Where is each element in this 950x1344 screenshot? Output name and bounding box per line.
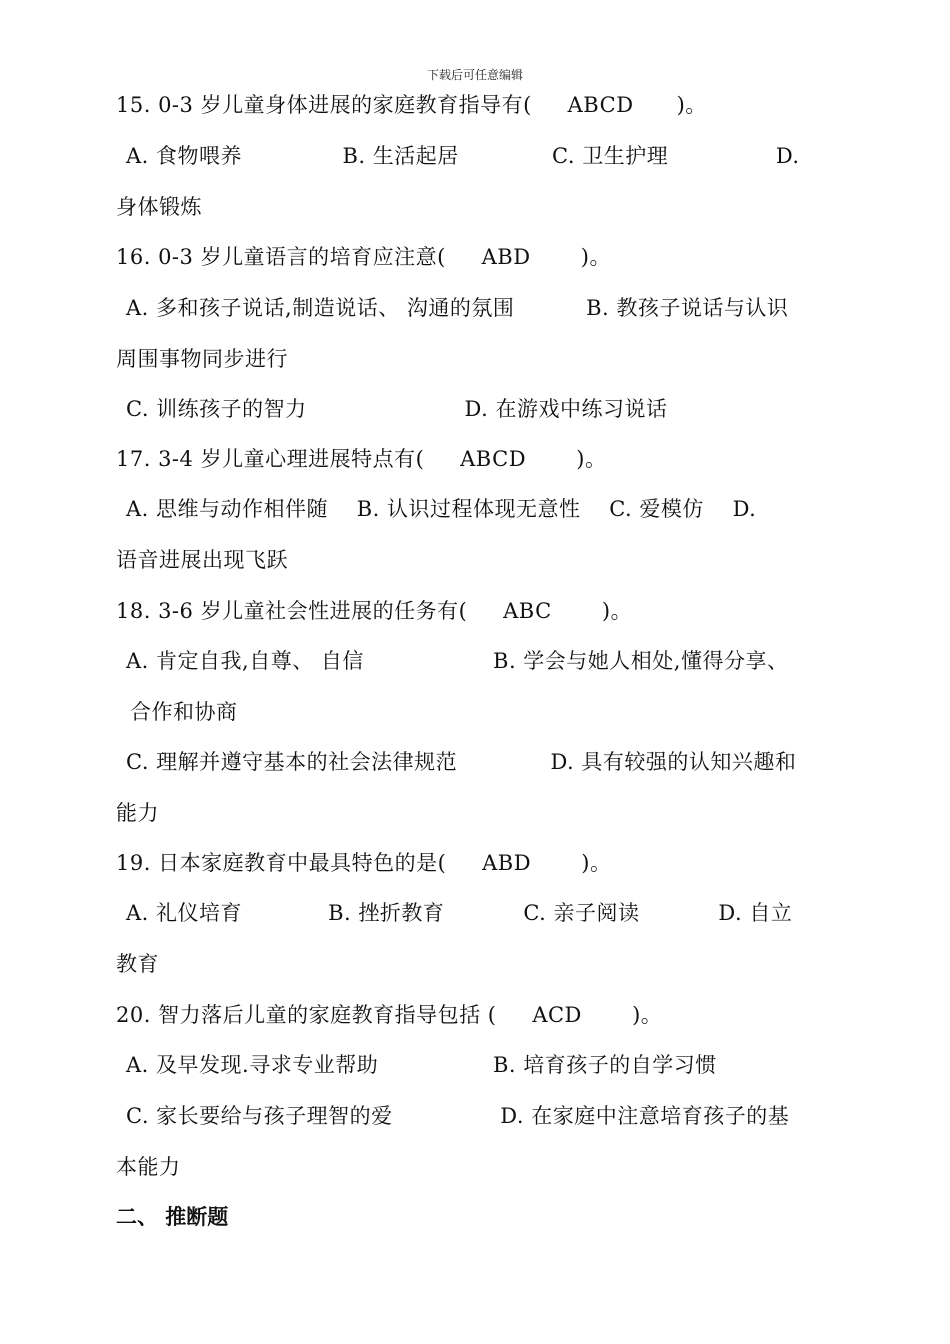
answer-options: A. 多和孩子说话,制造说话、 沟通的氛围 B. 教孩子说话与认识 bbox=[126, 296, 789, 320]
text-continuation: 身体锻炼 bbox=[116, 195, 202, 219]
question-stem: 16. 0-3 岁儿童语言的培育应注意( ABD )。 bbox=[116, 245, 611, 269]
text-continuation: 能力 bbox=[116, 801, 159, 825]
answer-options: A. 礼仪培育 B. 挫折教育 C. 亲子阅读 D. 自立 bbox=[126, 901, 793, 925]
answer-options: C. 家长要给与孩子理智的爱 D. 在家庭中注意培育孩子的基 bbox=[126, 1104, 790, 1128]
text-continuation: 周围事物同步进行 bbox=[116, 347, 288, 371]
answer-options: A. 思维与动作相伴随 B. 认识过程体现无意性 C. 爱模仿 D. bbox=[126, 497, 757, 521]
section-title: 二、 推断题 bbox=[116, 1205, 229, 1229]
text-continuation: 合作和协商 bbox=[130, 700, 238, 724]
page-header: 下载后可任意编辑 bbox=[426, 68, 523, 82]
answer-options: A. 肯定自我,自尊、 自信 B. 学会与她人相处,懂得分享、 bbox=[126, 649, 789, 673]
question-stem: 17. 3-4 岁儿童心理进展特点有( ABCD )。 bbox=[116, 447, 607, 471]
text-continuation: 语音进展出现飞跃 bbox=[116, 548, 288, 572]
answer-options: A. 食物喂养 B. 生活起居 C. 卫生护理 D. bbox=[126, 144, 800, 168]
answer-options: C. 理解并遵守基本的社会法律规范 D. 具有较强的认知兴趣和 bbox=[126, 750, 797, 774]
question-stem: 15. 0-3 岁儿童身体进展的家庭教育指导有( ABCD )。 bbox=[116, 93, 707, 117]
question-stem: 19. 日本家庭教育中最具特色的是( ABD )。 bbox=[116, 851, 612, 875]
text-continuation: 本能力 bbox=[116, 1155, 181, 1179]
text-continuation: 教育 bbox=[116, 952, 159, 976]
answer-options: A. 及早发现.寻求专业帮助 B. 培育孩子的自学习惯 bbox=[126, 1053, 717, 1077]
question-stem: 20. 智力落后儿童的家庭教育指导包括 ( ACD )。 bbox=[116, 1003, 663, 1027]
answer-options: C. 训练孩子的智力 D. 在游戏中练习说话 bbox=[126, 397, 668, 421]
question-stem: 18. 3-6 岁儿童社会性进展的任务有( ABC )。 bbox=[116, 599, 633, 623]
